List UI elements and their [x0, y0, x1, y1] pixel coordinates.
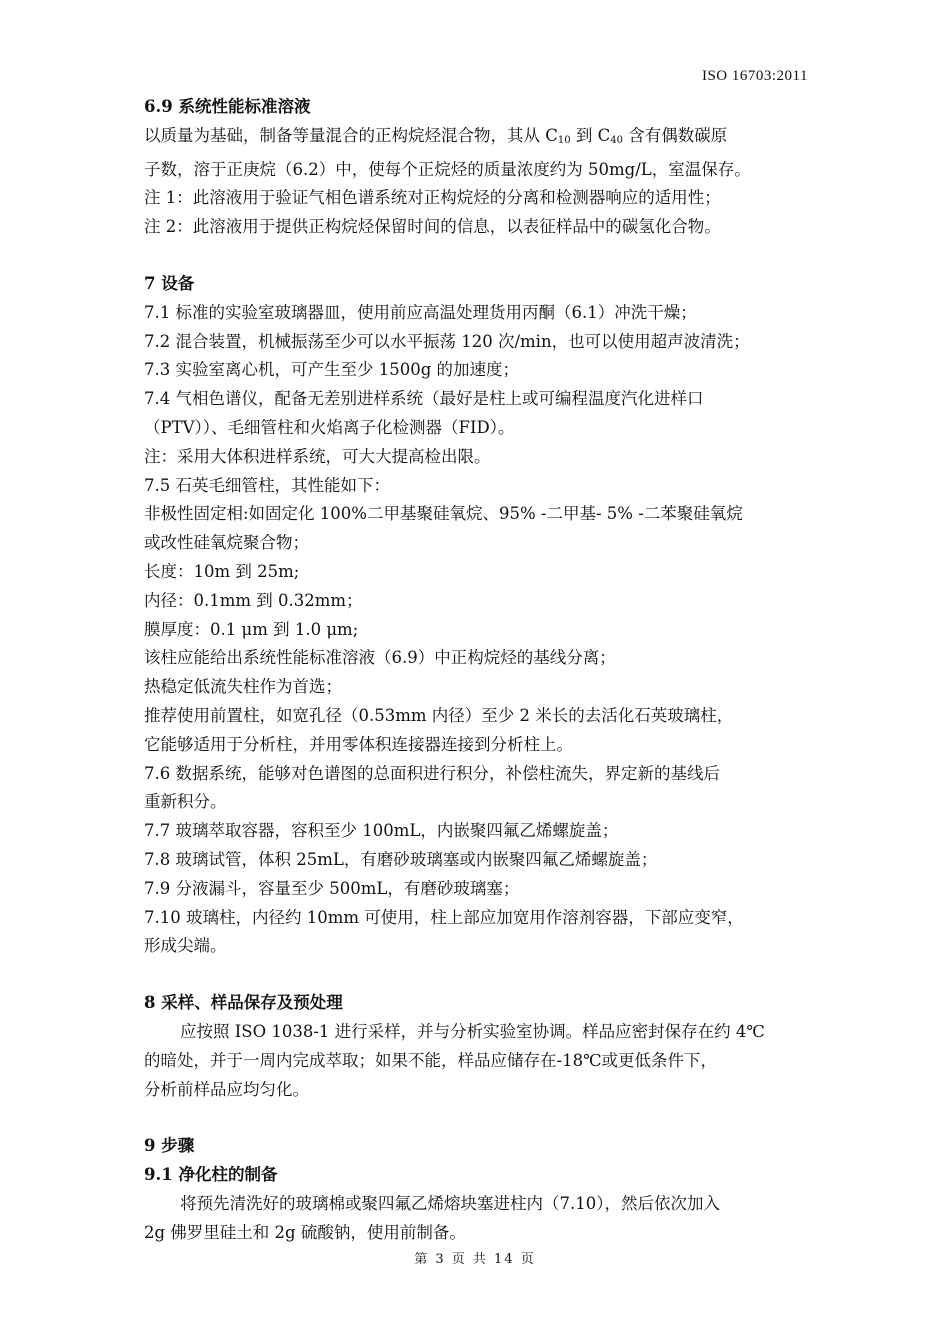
section-heading-9: 9 步骤 — [144, 1136, 195, 1156]
document-id: ISO 16703:2011 — [701, 68, 808, 84]
paragraph-line: 子数，溶于正庚烷（6.2）中，使每个正烷烃的质量浓度约为 50mg/L，室温保存。 — [144, 159, 751, 179]
list-item: 7.9 分液漏斗，容量至少 500mL，有磨砂玻璃塞； — [144, 878, 520, 898]
text-run: 含有偶数碳原 — [622, 125, 728, 145]
paragraph-line: 分析前样品应均匀化。 — [144, 1079, 309, 1099]
list-item: 7.3 实验室离心机，可产生至少 1500g 的加速度； — [144, 360, 520, 380]
note-line: 注：采用大体积进样系统，可大大提高检出限。 — [144, 446, 491, 466]
note-line: 注 2：此溶液用于提供正构烷烃保留时间的信息，以表征样品中的碳氢化合物。 — [144, 217, 721, 237]
paragraph-line: 将预先清洗好的玻璃棉或聚四氟乙烯熔块塞进柱内（7.10），然后依次加入 — [180, 1193, 720, 1213]
list-item: 形成尖端。 — [144, 936, 227, 956]
list-item: 它能够适用于分析柱，并用零体积连接器连接到分析柱上。 — [144, 734, 573, 754]
text-run: 到 C — [570, 125, 611, 145]
section-heading-6-9: 6.9 系统性能标准溶液 — [144, 97, 311, 116]
list-item: 热稳定低流失柱作为首选； — [144, 677, 342, 697]
note-line: 注 1：此溶液用于验证气相色谱系统对正构烷烃的分离和检测器响应的适用性； — [144, 188, 721, 208]
section-heading-7: 7 设备 — [144, 273, 195, 293]
list-item: 7.7 玻璃萃取容器，容积至少 100mL，内嵌聚四氟乙烯螺旋盖； — [144, 821, 619, 841]
list-item: 推荐使用前置柱，如宽孔径（0.53mm 内径）至少 2 米长的去活化石英玻璃柱， — [144, 705, 734, 725]
spacer — [144, 1104, 808, 1132]
subscript: 40 — [610, 134, 623, 146]
spacer — [144, 242, 808, 270]
list-item: 7.6 数据系统，能够对色谱图的总面积进行积分，补偿柱流失，界定新的基线后 — [144, 763, 720, 783]
spacer — [144, 961, 808, 989]
list-item: 7.2 混合装置，机械振荡至少可以水平振荡 120 次/min，也可以使用超声波清洗； — [144, 331, 750, 351]
list-item: 7.4 气相色谱仪，配备无差别进样系统（最好是柱上或可编程温度汽化进样口 — [144, 389, 704, 409]
section-heading-9-1: 9.1 净化柱的制备 — [144, 1165, 278, 1185]
list-item: 长度：10m 到 25m; — [144, 561, 300, 581]
paragraph-line: 2g 佛罗里硅土和 2g 硫酸钠，使用前制备。 — [144, 1222, 466, 1242]
list-item: 非极性固定相:如固定化 100%二甲基聚硅氧烷、95% -二甲基- 5% -二苯聚硅氧烷 — [144, 504, 743, 524]
list-item: （PTV））、毛细管柱和火焰离子化检测器（FID）。 — [144, 417, 515, 437]
subscript: 10 — [557, 134, 571, 146]
paragraph-line — [144, 122, 808, 156]
page-content — [144, 93, 808, 1247]
paragraph-line: 应按照 ISO 1038-1 进行采样，并与分析实验室协调。样品应密封保存在约 4℃ — [180, 1021, 765, 1041]
list-item: 重新积分。 — [144, 792, 227, 812]
list-item: 或改性硅氧烷聚合物； — [144, 533, 309, 553]
page-number: 第 3 页 共 14 页 — [414, 1252, 536, 1267]
list-item: 膜厚度：0.1 μm 到 1.0 μm; — [144, 619, 359, 639]
list-item: 7.8 玻璃试管，体积 25mL，有磨砂玻璃塞或内嵌聚四氟乙烯螺旋盖； — [144, 849, 658, 869]
list-item: 该柱应能给出系统性能标准溶液（6.9）中正构烷烃的基线分离； — [144, 648, 616, 668]
text-run: 以质量为基础，制备等量混合的正构烷烃混合物，其从 C — [144, 125, 558, 145]
list-item: 7.1 标准的实验室玻璃器皿，使用前应高温处理货用丙酮（6.1）冲洗干燥； — [144, 302, 697, 322]
list-item: 内径：0.1mm 到 0.32mm； — [144, 590, 363, 610]
list-item: 7.10 玻璃柱，内径约 10mm 可使用，柱上部应加宽用作溶剂容器，下部应变窄， — [144, 907, 744, 927]
list-item: 7.5 石英毛细管柱，其性能如下： — [144, 475, 390, 495]
section-heading-8: 8 采样、样品保存及预处理 — [144, 993, 343, 1013]
paragraph-line: 的暗处，并于一周内完成萃取；如果不能，样品应储存在-18℃或更低条件下， — [144, 1050, 718, 1070]
